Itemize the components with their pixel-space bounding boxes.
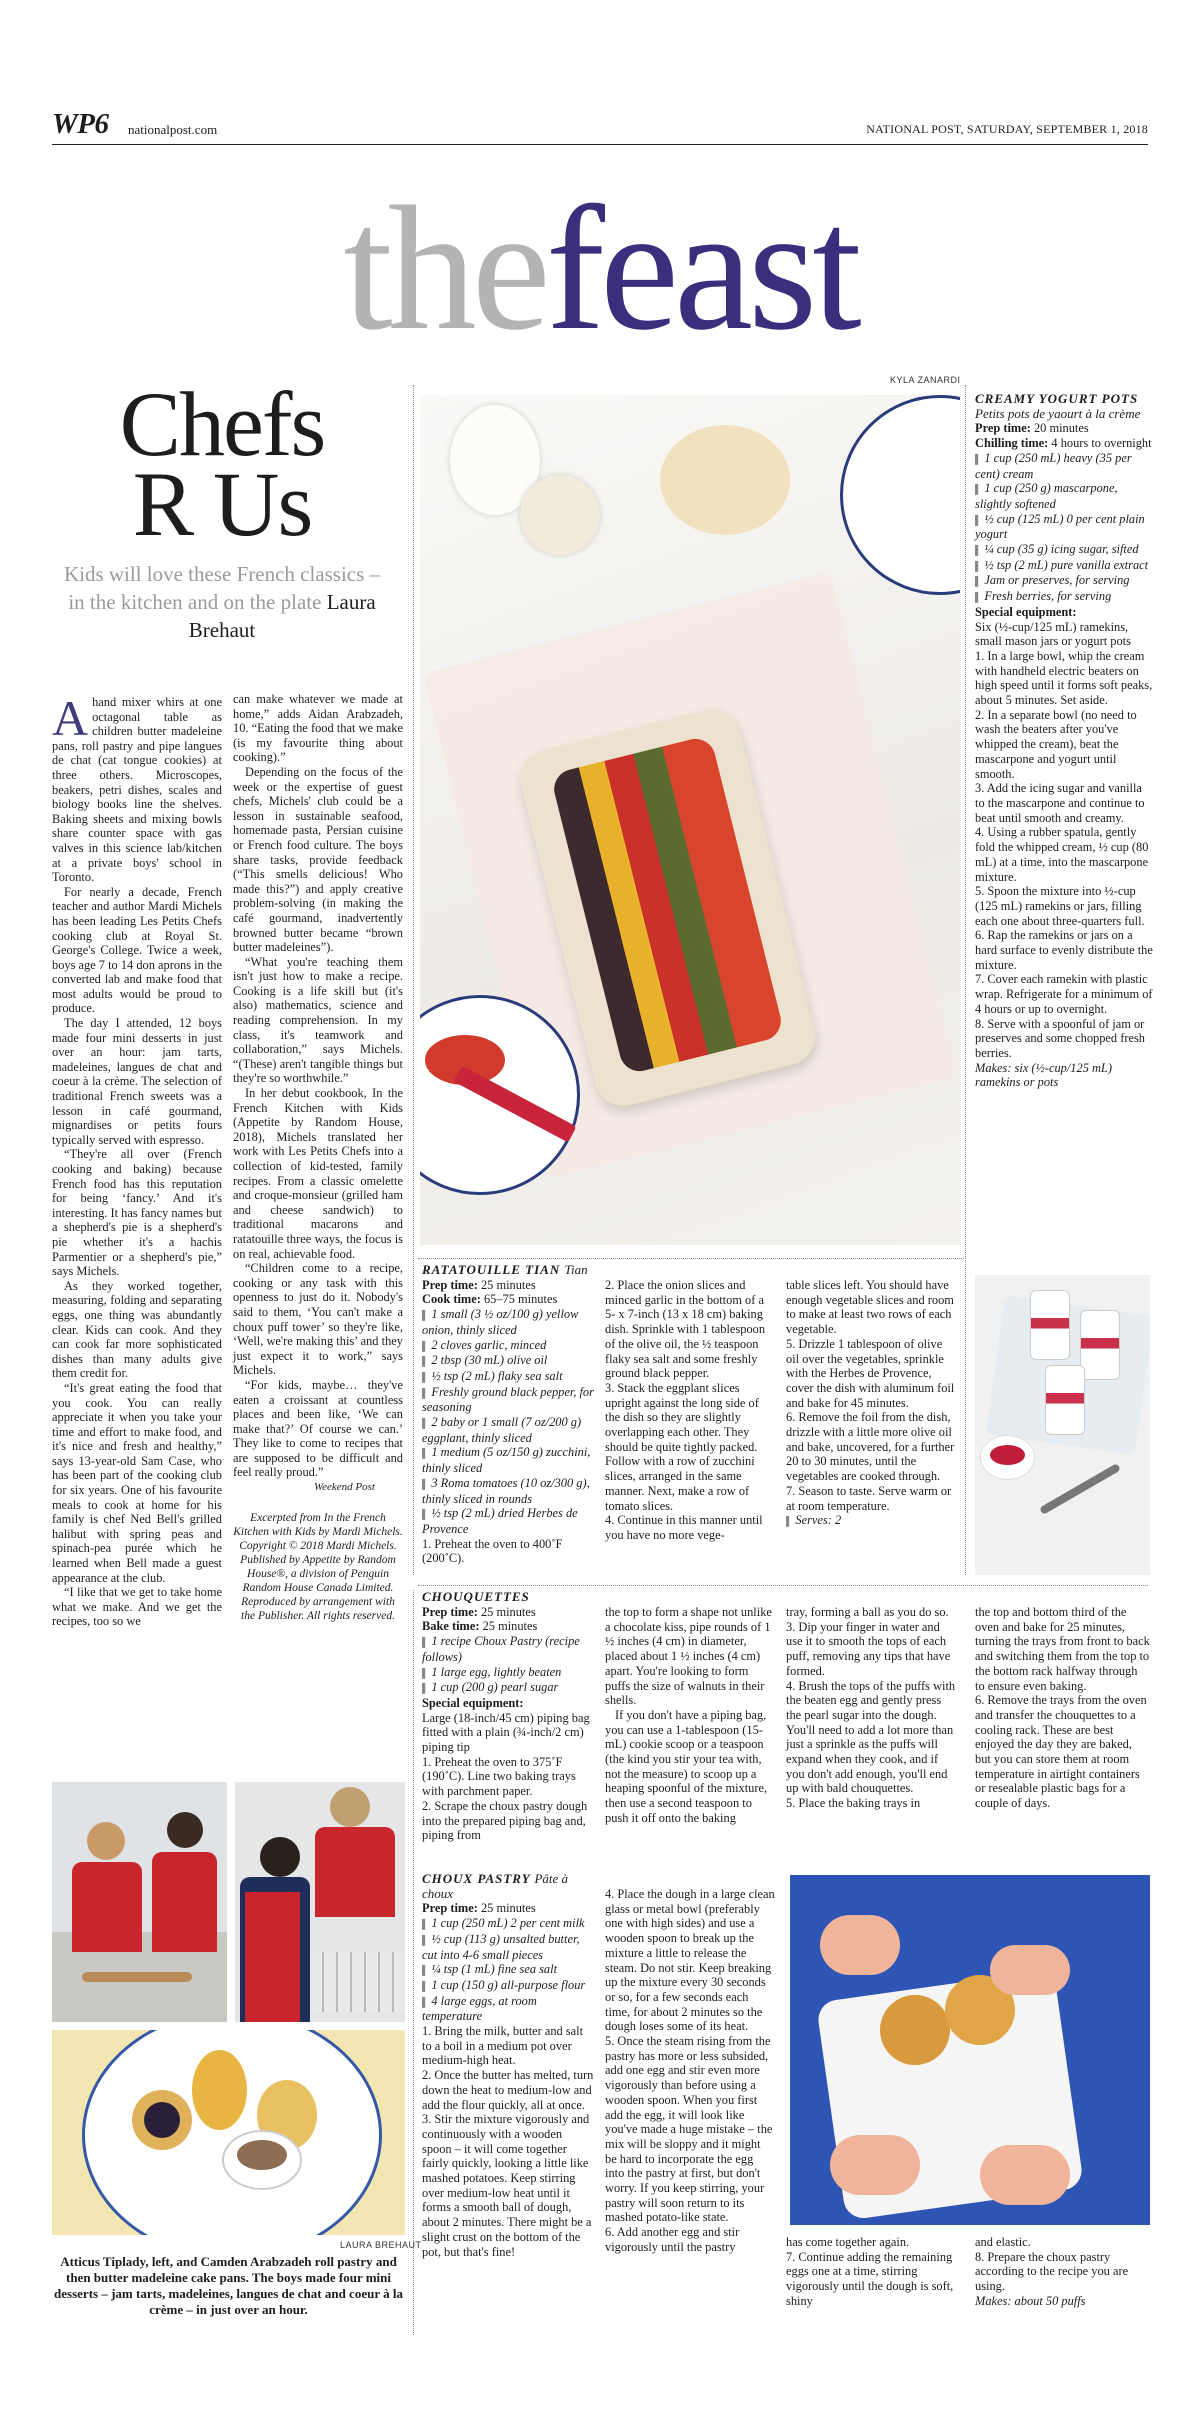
article-paragraph: The day I attended, 12 boys made four mini desserts in just over an hour: jam tarts, madeleines, langues de chat and coeur à la crème. The selection of traditional French sweets was a lesson in café gourmand, mignardises or petits fours typically served with espresso. [52,1016,222,1147]
ingredient: ▌ 1 cup (250 mL) heavy (35 per cent) cream [975,451,1153,481]
recipe-step: 8. Prepare the choux pastry according to the recipe you are using. [975,2249,1129,2294]
ingredient: ▌ ¼ tsp (1 mL) fine sea salt [422,1962,594,1978]
photo-credit: LAURA BREHAUT [340,2240,422,2250]
recipe-step: 6. Remove the trays from the oven and transfer the chouquettes to a cooling rack. These are best enjoyed the day they are baked, but you can store them at room temperature in airtight containers or resealable plastic bags for a couple of days. [975,1693,1147,1811]
section-masthead [0,169,1200,367]
prep-time: Prep time: 20 minutes [975,421,1089,436]
article-column-1 [52,690,223,1629]
photo-credit: KYLA ZANARDI [890,375,961,385]
section-divider [418,1585,1148,1586]
ingredient: ▌ ½ tsp (2 mL) pure vanilla extract [975,558,1153,574]
dateline: NATIONAL POST, SATURDAY, SEPTEMBER 1, 2018 [866,122,1148,136]
ingredient: ▌ ½ cup (125 mL) 0 per cent plain yogurt [975,512,1153,542]
photo-caption: Atticus Tiplady, left, and Camden Arabzadeh roll pastry and then butter madeleine cake pans. The boys made four mini desserts – jam tarts, madeleines, langues de chat and coeur à la crème – in just over an hour. [54,2254,403,2317]
recipe-step: has come together again. [786,2235,910,2249]
recipe-step: 2. Place the onion slices and minced garlic in the bottom of a 5- x 7-inch (13 x 18 cm) baking dish. Sprinkle with 1 tablespoon of the olive oil, the ½ teaspoon flaky sea salt and some freshly ground black pepper. [605,1278,766,1381]
article-paragraph: As they worked together, measuring, folding and separating eggs, one thing was abundantly clear. Kids can cook. And they can cook far more sophisticated dishes than many adults give them credit for. [52,1278,222,1381]
recipe-step: 4. Continue in this manner until you have no more vege- [605,1513,763,1542]
page-folio: WP6 [52,108,109,140]
column-divider [965,385,966,1575]
ingredient: ▌ 2 tbsp (30 mL) olive oil [422,1353,594,1369]
ingredient: ▌ 1 cup (250 mL) 2 per cent milk [422,1916,594,1932]
chouquettes-recipe-col4 [975,1605,1150,1811]
article-paragraph: “It's great eating the food that you cook. You can really appreciate it when you take your time and effort to make food, and it's nice and fresh and healthy,” says 13-year-old Sam Case, who has been part of the cooking club for six years. One of his favourite meals to cook at home for his family is chef Ned Bell's grilled halibut with spring peas and spinach-pea purée which he learned when Bell made a guest appearance at the club. [52,1380,222,1585]
recipe-step: 5. Once the steam rising from the pastry has more or less subsided, add one egg and stir even more vigorously than before using a wooden spoon. When you first add the egg, it will look like you've made a huge mistake – the mix will be sloppy and it might be hard to incorporate the egg into the pastry at first, but don't worry. If you keep stirring, your pastry will soon return to its mashed potato-like state. [605,2034,773,2225]
headline-line1: Chefs [119,373,325,475]
recipe-step: 3. Add the icing sugar and vanilla to the mascarpone and continue to beat until smooth and creamy. [975,781,1145,825]
article-paragraph: can make whatever we made at home,” adds Aidan Arabzadeh, 10. “Eating the food that we make (is my favourite thing about cooking).” [233,692,403,765]
article-paragraph: “For kids, maybe… they've eaten a croissant at countless places and been like, ‘We can make that?’ Of course we can.’ They like to come to recipes that are supposed to be difficult and feel really proud.” [233,1377,403,1480]
article-paragraph: “Children come to a recipe, cooking or any task with this openness to just do it. Nobody's said to them, ‘You can't make a choux puff tower’ so they're like, ‘Well, we're making this’ and they just expect it to work,” says Michels. [233,1261,403,1378]
recipe-step: 7. Season to taste. Serve warm or at room temperature. [786,1483,952,1513]
ingredient: ▌ 1 small (3 ½ oz/100 g) yellow onion, thinly sliced [422,1307,594,1337]
excerpt-note: Excerpted from In the French Kitchen with Kids by Mardi Michels. Copyright © 2018 Mardi Michels. Published by Appetite by Random House®, a division of Penguin Random House Canada Limited. Reproduced by arrangement with the Publisher. All rights reserved. [233,1511,403,1622]
cook-time: Cook time: 65–75 minutes [422,1292,558,1307]
header-rule [52,144,1148,145]
ratatouille-recipe-col1 [422,1263,594,1566]
ingredient: ▌ 2 baby or 1 small (7 oz/200 g) eggplant, thinly sliced [422,1415,594,1445]
article-paragraph: In her debut cookbook, In the French Kitchen with Kids (Appetite by Random House, 2018), Michels translated her work with Les Petits Chefs into a collection of kid-tested, family recipes. From a classic omelette and croque-monsieur (grilled ham and cheese sandwich) to traditional macarons and ratatouille three ways, the focus is on real, achievable food. [233,1086,403,1261]
chouquettes-recipe-col2 [605,1605,775,1826]
article-paragraph: For nearly a decade, French teacher and author Mardi Michels has been leading Les Petits Chefs cooking club at Royal St. George's College. Twice a week, boys age 7 to 14 don aprons in the converted lab and make food that most adults would be proud to produce. [52,884,223,1016]
yogurt-pots-photo [975,1275,1150,1575]
recipe-step: tray, forming a ball as you do so. [786,1605,949,1619]
makes: Makes: about 50 puffs [975,2293,1086,2308]
ingredient: ▌ ¼ cup (35 g) icing sugar, sifted [975,542,1153,558]
recipe-step: 4. Place the dough in a large clean glass or metal bowl (preferably one with high sides) and use a wooden spoon to break up the mixture a little to release the steam. Do not stir. Keep breaking up the mixture every 30 seconds or so, for a few seconds each time, for about 2 minutes so the dough loses some of its heat. [605,1887,775,2034]
makes: Makes: six (½-cup/125 mL) ramekins or pots [975,1060,1112,1090]
ratatouille-recipe-col3 [786,1278,958,1529]
ratatouille-recipe-col2 [605,1278,775,1543]
ingredient: ▌ 1 recipe Choux Pastry (recipe follows) [422,1634,594,1664]
headline [52,373,392,555]
recipe-step: table slices left. You should have enough vegetable slices and room to make at least two rows of each vegetable. [786,1278,954,1337]
prep-time: Prep time: 25 minutes [422,1277,536,1292]
equipment-label: Special equipment: [422,1695,524,1710]
ingredient: ▌ 1 cup (150 g) all-purpose flour [422,1978,594,1994]
equipment: Large (18-inch/45 cm) piping bag fitted with a plain (¾-inch/2 cm) piping tip [422,1710,590,1755]
recipe-title: CREAMY YOGURT POTS Petits pots de yaourt à la crème [975,391,1141,421]
ingredient: ▌ 4 large eggs, at room temperature [422,1994,594,2024]
mini-desserts-photo [52,2030,405,2235]
ratatouille-photo [420,395,960,1245]
recipe-step: If you don't have a piping bag, you can use a 1-tablespoon (15-mL) cookie scoop or a teaspoon (the kind you stir your tea with, not the measure) to scoop up a heaping spoonful of the mixture, then use a second teaspoon to push it off onto the baking [605,1707,768,1825]
recipe-step: 4. Brush the tops of the puffs with the beaten egg and gently press the pearl sugar into the dough. You'll need to add a lot more than just a sprinkle as the puffs will expand when they cook, and if you don't add enough, you'll end up with bald chouquettes. [786,1678,956,1796]
recipe-step: the top and bottom third of the oven and bake for 25 minutes, turning the trays from front to back and switching them from the top to the bottom rack halfway through to ensure even baking. [975,1605,1150,1693]
serves: ▌ Serves: 2 [786,1513,958,1529]
recipe-step: 6. Rap the ramekins or jars on a hard surface to evenly distribute the mixture. [975,928,1153,972]
recipe-step: 7. Cover each ramekin with plastic wrap. Refrigerate for a minimum of 4 hours or up to overnight. [975,972,1153,1016]
recipe-step: 3. Dip your finger in water and use it to smooth the tops of each puff, removing any tips that have formed. [786,1619,951,1678]
recipe-step: 5. Spoon the mixture into ½-cup (125 mL) ramekins or jars, filling each one about three-quarters full. [975,884,1145,928]
site-url[interactable]: nationalpost.com [128,122,218,137]
kids-rolling-pastry-photo [52,1782,227,2022]
chouquettes-photo [790,1875,1150,2225]
ingredient: ▌ 1 large egg, lightly beaten [422,1665,594,1681]
article-paragraph: “They're all over (French cooking and baking) because French food has this reputation for being ‘fancy.’ And it's interesting. It has fancy names but a shepherd's pie is a shepherd's pie whether it's a hachis Parmentier or a shepherd's pie,” says Michels. [52,1147,222,1279]
article-paragraph: “What you're teaching them isn't just how to make a recipe. Cooking is a life skill but (it's also) mathematics, science and reading comprehension. In my class, it's teamwork and collaboration,” says Michels. “(These) aren't tangible things but they're so worthwhile.” [233,954,403,1086]
recipe-step: 1. Bring the milk, butter and salt to a boil in a medium pot over medium-high heat. [422,2024,584,2068]
ingredient: ▌ Jam or preserves, for serving [975,573,1153,589]
recipe-step: 1. Preheat the oven to 375˚F (190˚C). Line two baking trays with parchment paper. [422,1754,576,1799]
ingredient: ▌ 3 Roma tomatoes (10 oz/300 g), thinly sliced in rounds [422,1476,594,1506]
bake-time: Bake time: 25 minutes [422,1619,538,1634]
recipe-step: and elastic. [975,2235,1031,2249]
equipment: Six (½-cup/125 mL) ramekins, small mason jars or yogurt pots [975,619,1131,649]
article-paragraph: hand mixer whirs at one octagonal table as children butter madeleine pans, roll pastry and pipe langues de chat (cat tongue cookies) at three others. Microscopes, beakers, petri dishes, scales and biology books line the shelves. Baking sheets and mixing bowls share counter space with gas valves in this science lab/kitchen at a private boys' school in Toronto. [52,695,222,885]
drop-cap: A [52,690,89,746]
recipe-step: 3. Stir the mixture vigorously and continuously with a wooden spoon – it will come together fairly quickly, looking a little like mashed potatoes. Keep stirring over medium-low heat until it forms a smooth ball of dough, about 2 minutes. There might be a slight crust on the bottom of the pot, but that's fine! [422,2112,592,2259]
choux-recipe-col1 [422,1872,594,2259]
column-divider [413,385,414,1575]
recipe-step: 1. Preheat the oven to 400˚F (200˚C). [422,1536,563,1566]
recipe-step: 3. Stack the eggplant slices upright against the long side of the dish so they are slightly overlapping each other. They should be quite tightly packed. Follow with a row of zucchini slices, arranged in the same manner. Next, make a row of tomato slices. [605,1380,759,1513]
recipe-step: 2. In a separate bowl (no need to wash the beaters after you've whipped the cream), beat the mascarpone and yogurt until smooth. [975,707,1137,781]
article-paragraph: “I like that we get to take home what we make. And we get the recipes, too so we [52,1585,222,1629]
ingredient: ▌ ½ cup (113 g) unsalted butter, cut into 4-6 small pieces [422,1932,594,1962]
prep-time: Prep time: 25 minutes [422,1901,536,1916]
deck-text: Kids will love these French classics – in the kitchen and on the plate [63,562,381,614]
recipe-title: RATATOUILLE TIAN Tian [422,1262,588,1277]
ingredient: ▌ 1 medium (5 oz/150 g) zucchini, thinly sliced [422,1445,594,1475]
yogurt-recipe [975,392,1153,1090]
recipe-title: CHOUX PASTRY Pâte à choux [422,1871,569,1901]
deck [62,560,382,644]
column-divider [413,1590,414,2335]
choux-recipe-col3 [786,2235,958,2309]
section-divider [418,1258,966,1259]
ingredient: ▌ Fresh berries, for serving [975,589,1153,605]
kids-madeleine-pans-photo [235,1782,405,2022]
masthead-the: the [343,169,546,367]
recipe-step: 6. Add another egg and stir vigorously until the pastry [605,2225,740,2254]
chouquettes-recipe-col1 [422,1590,594,1843]
headline-line2: R Us [132,453,312,555]
ingredient: ▌ ½ tsp (2 mL) dried Herbes de Provence [422,1506,594,1536]
masthead-feast: feast [545,169,857,367]
recipe-step: 7. Continue adding the remaining eggs one at a time, stirring vigorously until the dough is soft, shiny [786,2249,954,2308]
recipe-step: 1. In a large bowl, whip the cream with handheld electric beaters on high speed until it forms soft peaks, about 5 minutes. Set aside. [975,648,1153,708]
choux-recipe-col4 [975,2235,1150,2309]
chill-time: Chilling time: 4 hours to overnight [975,436,1152,451]
recipe-step: 5. Drizzle 1 tablespoon of olive oil over the vegetables, sprinkle with the Herbes de Provence, cover the dish with aluminum foil and bake for 45 minutes. [786,1336,955,1410]
ingredient: ▌ 1 cup (200 g) pearl sugar [422,1680,594,1696]
prep-time: Prep time: 25 minutes [422,1604,536,1619]
recipe-step: 6. Remove the foil from the dish, drizzle with a little more olive oil and bake, uncovered, for a further 20 to 30 minutes, until the vegetables are cooked through. [786,1410,955,1484]
article-signature: Weekend Post [314,1481,375,1494]
recipe-step: 2. Once the butter has melted, turn down the heat to medium-low and add the flour quickly, all at once. [422,2068,594,2112]
recipe-step: 5. Place the baking trays in [786,1796,921,1811]
recipe-step: 2. Scrape the choux pastry dough into the prepared piping bag and, piping from [422,1798,588,1843]
ingredient: ▌ 1 cup (250 g) mascarpone, slightly softened [975,481,1153,511]
choux-recipe-col2 [605,1887,775,2255]
ingredient: ▌ Freshly ground black pepper, for seasoning [422,1385,594,1415]
article-column-2 [233,692,403,1623]
ingredient: ▌ 2 cloves garlic, minced [422,1338,594,1354]
ingredient: ▌ ½ tsp (2 mL) flaky sea salt [422,1369,594,1385]
recipe-step: 4. Using a rubber spatula, gently fold the whipped cream, ½ cup (80 mL) at a time, into the mascarpone mixture. [975,825,1149,884]
article-paragraph: Depending on the focus of the week or the expertise of guest chefs, Michels' club could be a lesson in sustainable seafood, homemade pasta, Persian cuisine or French food culture. The boys share tasks, provide feedback (“This smells delicious! Who made this?”) and apply creative problem-solving (in making the café gourmand, inadvertently browned butter became “brown butter madeleines”). [233,764,403,955]
recipe-step: the top to form a shape not unlike a chocolate kiss, pipe rounds of 1 ½ inches (4 cm) in diameter, placed about 1 ½ inches (4 cm) apart. You're looking to form puffs the size of walnuts in their shells. [605,1605,772,1708]
byline: Laura Brehaut [188,590,376,642]
chouquettes-recipe-col3 [786,1605,958,1811]
equipment-label: Special equipment: [975,604,1077,619]
recipe-title: CHOUQUETTES [422,1589,530,1604]
recipe-step: 8. Serve with a spoonful of jam or preserves and some chopped fresh berries. [975,1016,1145,1060]
